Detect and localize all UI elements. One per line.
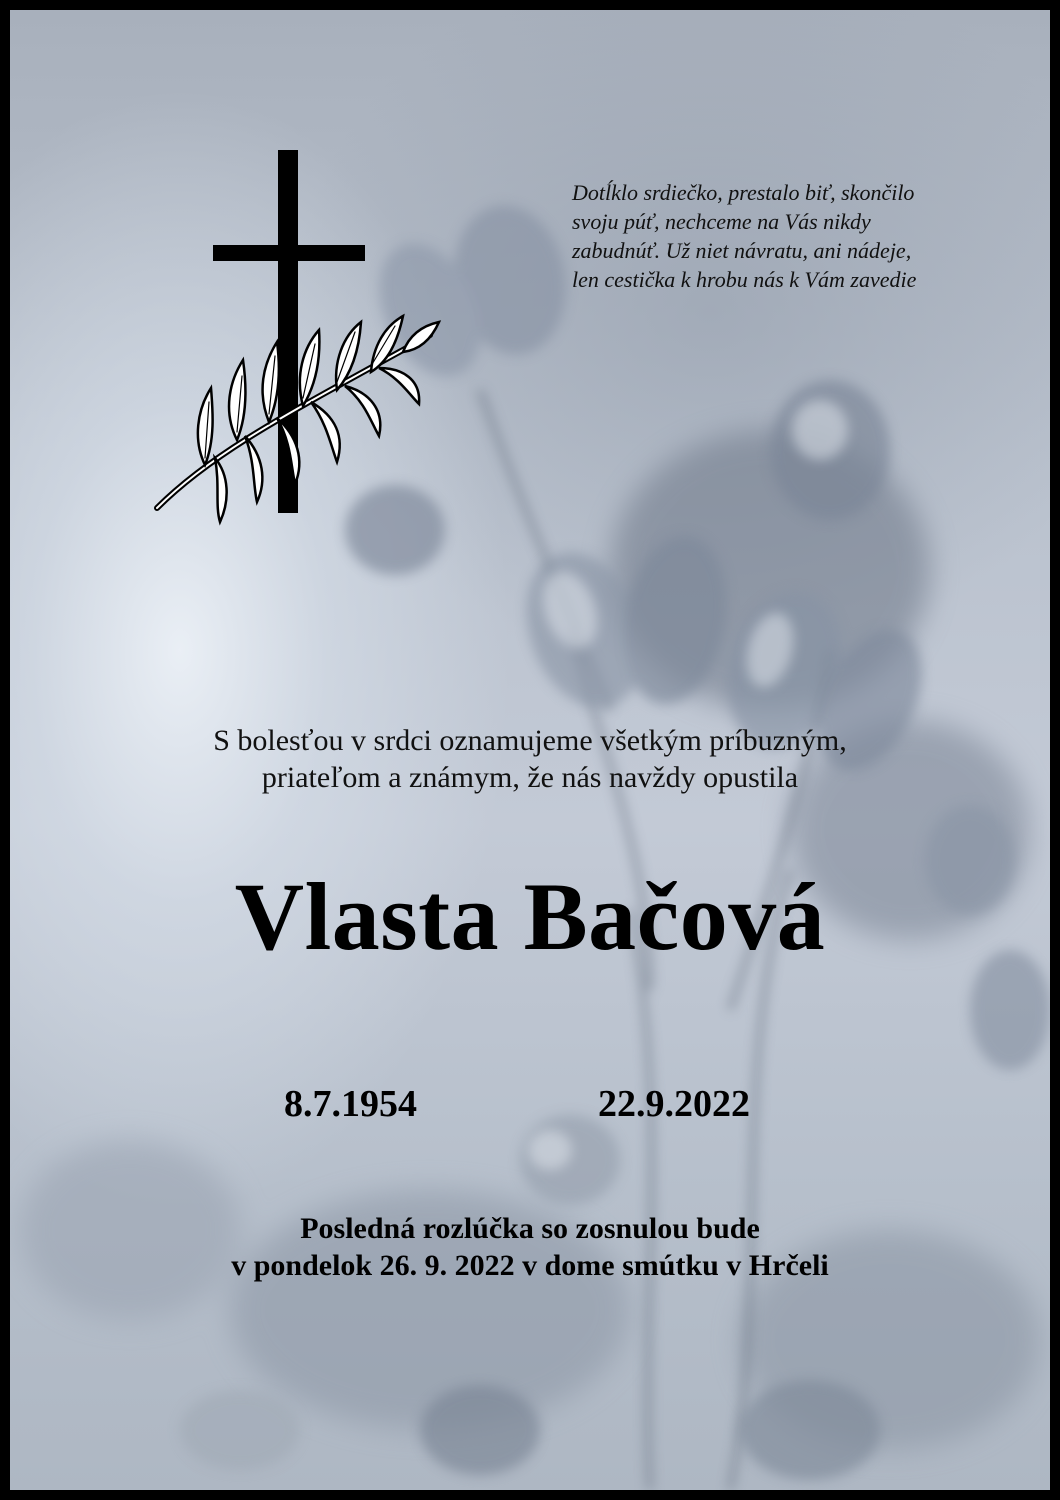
announcement-line: priateľom a známym, že nás navždy opustila: [261, 761, 799, 794]
poem-line: len cestička k hrobu nás k Vám zavedie: [572, 267, 917, 292]
poem-line: zabudnúť. Už niet návratu, ani nádeje,: [572, 238, 912, 263]
poem-line: svoju púť, nechceme na Vás nikdy: [572, 209, 871, 234]
memorial-poem: [572, 178, 1042, 294]
birth-date: 8.7.1954: [284, 1083, 417, 1125]
cross-icon: [213, 150, 365, 513]
death-date: 22.9.2022: [598, 1083, 750, 1125]
funeral-line: v pondelok 26. 9. 2022 v dome smútku v Hrčeli: [231, 1249, 829, 1282]
announcement-line: S bolesťou v srdci oznamujeme všetkým príbuzným,: [213, 724, 847, 757]
funeral-info: [10, 1210, 1050, 1284]
cross-with-palm-icon: [145, 140, 445, 530]
poem-line: Dotĺklo srdiečko, prestalo biť, skončilo: [572, 180, 915, 205]
announcement-text: [10, 722, 1050, 796]
funeral-line: Posledná rozlúčka so zosnulou bude: [300, 1212, 760, 1245]
deceased-name: Vlasta Bačová: [234, 863, 826, 970]
